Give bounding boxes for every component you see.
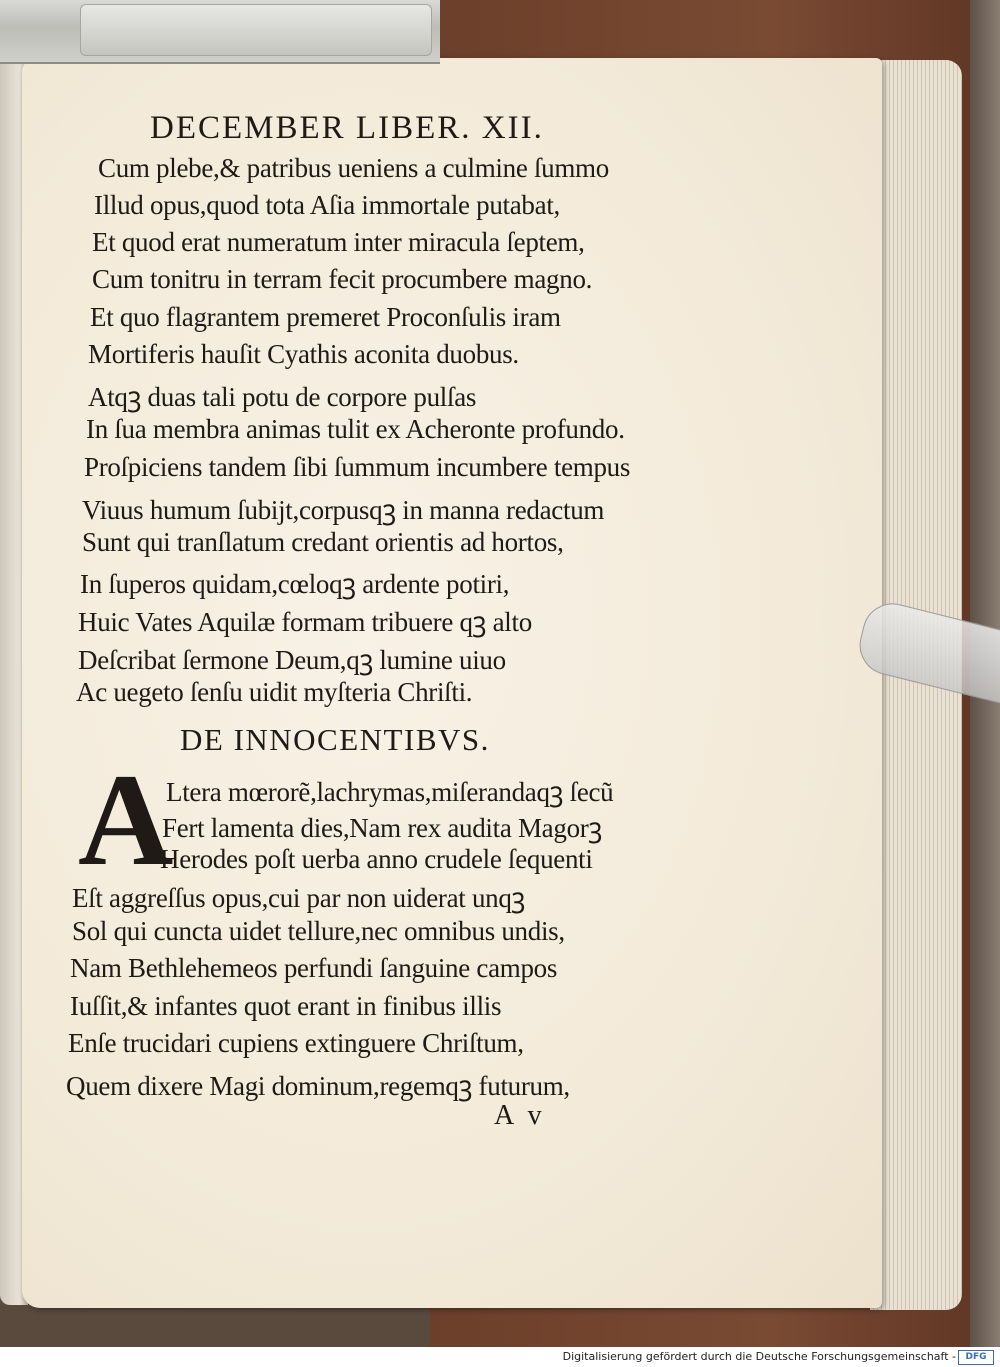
footer-credit: Digitalisierung gefördert durch die Deutsche Forschungsgemeinschaft - xyxy=(562,1350,956,1363)
verse-line: Quem dixere Magi dominum,regemqꝫ futurum, xyxy=(66,1071,570,1101)
verse-line: Iuſſit,& infantes quot erant in finibus illis xyxy=(70,991,502,1021)
dfg-logo-icon: DFG xyxy=(958,1350,994,1365)
verse-line: Cum plebe,& patribus ueniens a culmine ſummo xyxy=(98,153,609,183)
verse-line: Et quo flagrantem premeret Proconſulis iram xyxy=(90,302,561,332)
verse-line: In ſua membra animas tulit ex Acheronte profundo. xyxy=(86,414,625,444)
drop-cap: A xyxy=(78,746,174,893)
verse-line: Deſcribat ſermone Deum,qꝫ lumine uiuo xyxy=(78,645,506,675)
verse-line: Cum tonitru in terram fecit procumbere magno. xyxy=(92,264,593,294)
running-header: DECEMBER LIBER. XII. xyxy=(150,110,544,146)
verse-line: Herodes poſt uerba anno crudele ſequenti xyxy=(160,844,593,874)
verse-line: Ac uegeto ſenſu uidit myſteria Chriſti. xyxy=(76,677,473,707)
verse-line: Sol qui cuncta uidet tellure,nec omnibus undis, xyxy=(72,916,565,946)
verse-line: Viuus humum ſubijt,corpusqꝫ in manna redactum xyxy=(82,495,605,525)
verse-line: Illud opus,quod tota Aſia immortale putabat, xyxy=(94,190,560,220)
verse-line: Proſpiciens tandem ſibi ſummum incumbere tempus xyxy=(84,452,631,482)
verse-line: Eſt aggreſſus opus,cui par non uiderat unqꝫ xyxy=(72,883,526,913)
verse-line: Enſe trucidari cupiens extinguere Chriſtum, xyxy=(68,1028,524,1058)
section-heading: DE INNOCENTIBVS. xyxy=(180,722,490,757)
verse-line: Et quod erat numeratum inter miracula ſeptem, xyxy=(92,227,585,257)
signature-mark: A v xyxy=(494,1100,546,1131)
verse-line: Sunt qui tranſlatum credant orientis ad hortos, xyxy=(82,527,564,557)
verse-line: Mortiferis hauſit Cyathis aconita duobus. xyxy=(88,339,519,369)
verse-line: Atqꝫ duas tali potu de corpore pulſas xyxy=(88,382,477,412)
verse-line: Ltera mœrorẽ,lachrymas,miſerandaqꝫ ſecũ xyxy=(166,777,614,807)
verse-line: In ſuperos quidam,cœloqꝫ ardente potiri, xyxy=(80,569,510,599)
verse-line: Nam Bethlehemeos perfundi ſanguine campos xyxy=(70,953,558,983)
verse-line: Huic Vates Aquilæ formam tribuere qꝫ alto xyxy=(78,607,532,637)
verse-line: Fert lamenta dies,Nam rex audita Magorꝫ xyxy=(162,813,602,843)
